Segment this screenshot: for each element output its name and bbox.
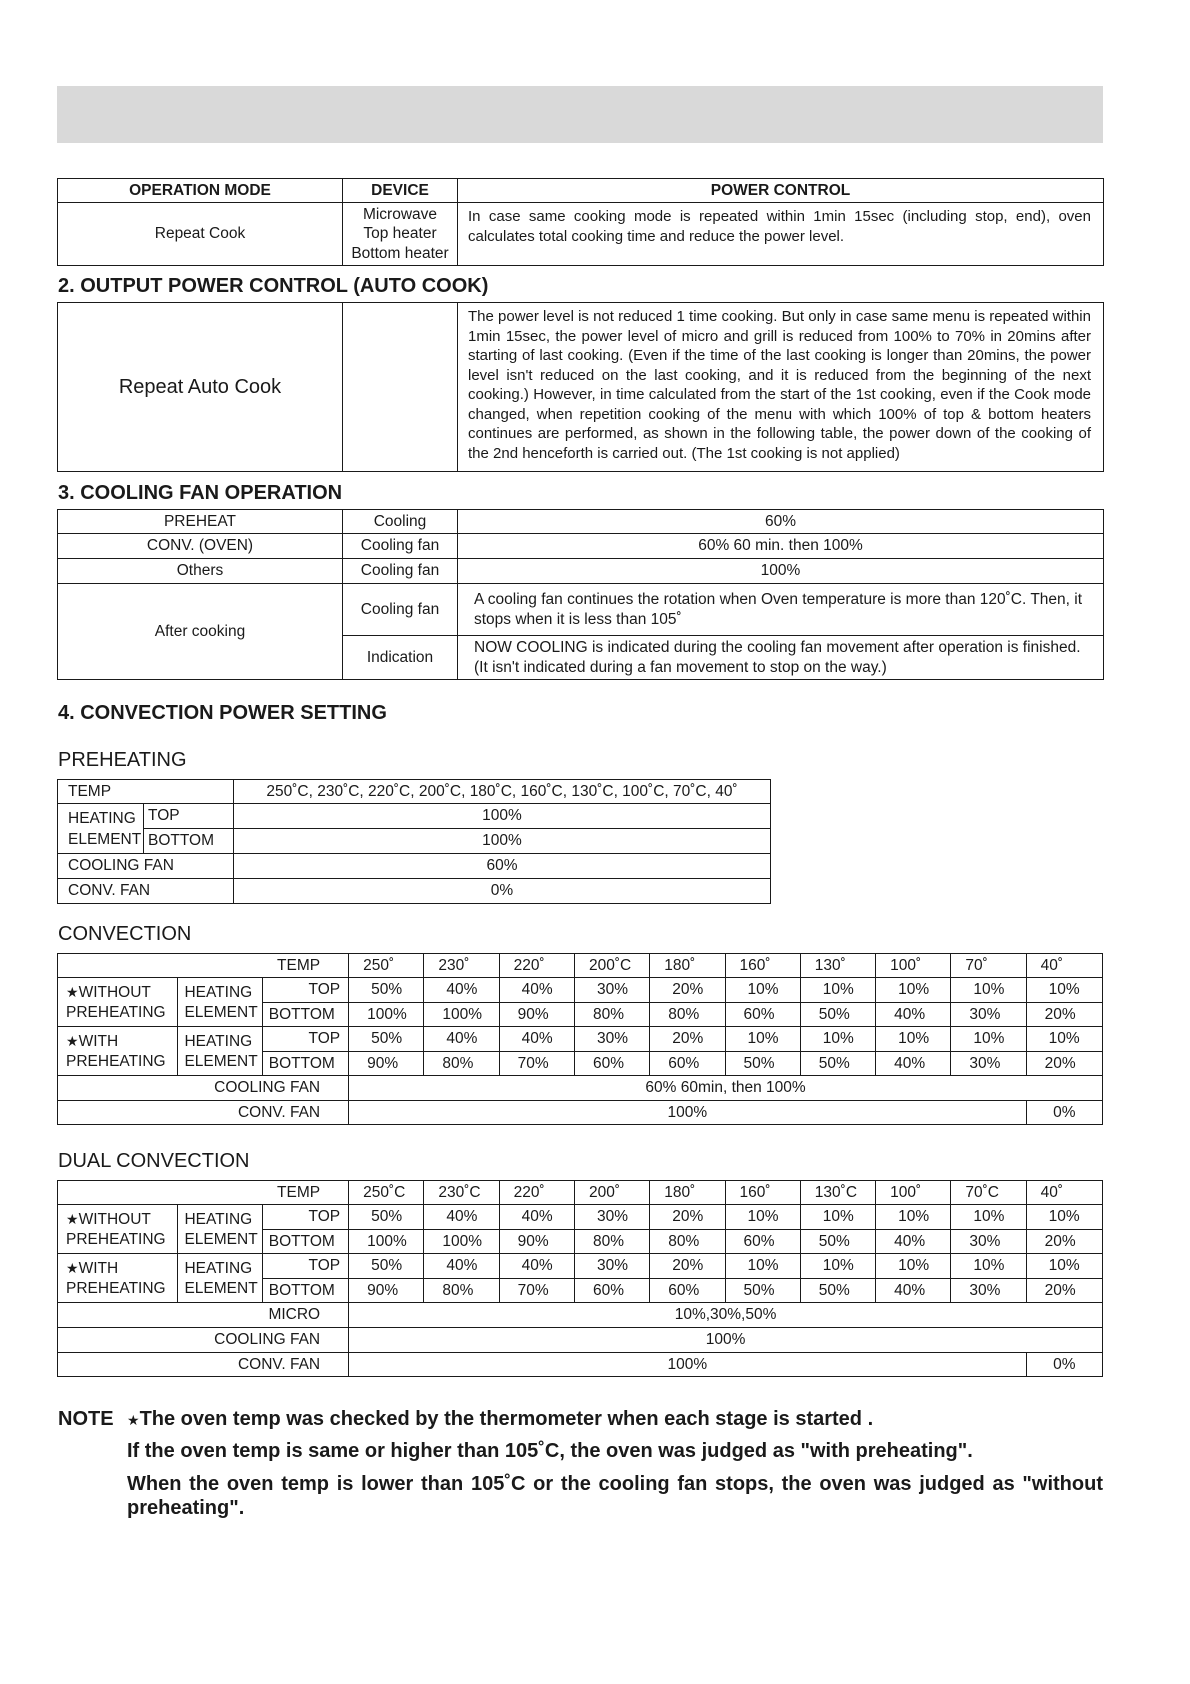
preheating-table bbox=[57, 779, 771, 904]
top-label: TOP bbox=[262, 1205, 348, 1230]
top-value: 10% bbox=[725, 1254, 800, 1279]
top-label: TOP bbox=[262, 978, 348, 1003]
bottom-value: 50% bbox=[800, 1003, 875, 1027]
repeat-cook-table bbox=[57, 178, 1104, 266]
top-value: 40% bbox=[424, 1254, 499, 1279]
heating-label: HEATING bbox=[184, 984, 253, 1001]
preheating-group-label bbox=[58, 1205, 178, 1254]
temp-header: 180˚ bbox=[650, 954, 725, 978]
conv-fan-last: 0% bbox=[1026, 1101, 1102, 1125]
temp-header: 250˚C bbox=[349, 1181, 424, 1205]
top-value: 40% bbox=[499, 978, 574, 1003]
top-value: 10% bbox=[800, 1205, 875, 1230]
section-2-title: 2. OUTPUT POWER CONTROL (AUTO COOK) bbox=[58, 275, 489, 297]
dual-convection-table bbox=[57, 1180, 1103, 1377]
cooling-device: Cooling bbox=[343, 510, 458, 534]
top-value: 10% bbox=[951, 1205, 1026, 1230]
bottom-value: 60% bbox=[725, 1003, 800, 1027]
top-label: TOP bbox=[262, 1027, 348, 1052]
bottom-value: 30% bbox=[951, 1279, 1026, 1303]
element-label: ELEMENT bbox=[68, 830, 142, 848]
heating-label: HEATING bbox=[68, 809, 136, 827]
preheat-bottom-label: BOTTOM bbox=[144, 829, 234, 854]
cooling-control: 100% bbox=[458, 559, 1104, 584]
cooling-fan-value: 100% bbox=[349, 1328, 1103, 1353]
temp-header: 180˚ bbox=[650, 1181, 725, 1205]
temp-header: 200˚ bbox=[574, 1181, 649, 1205]
top-value: 10% bbox=[725, 978, 800, 1003]
preheat-cooling-value: 60% bbox=[234, 854, 771, 879]
note-line-1-text: The oven temp was checked by the thermometer when each stage is started . bbox=[139, 1408, 874, 1430]
bottom-value: 50% bbox=[800, 1279, 875, 1303]
top-value: 10% bbox=[800, 1254, 875, 1279]
cooling-fan-label: COOLING FAN bbox=[58, 1328, 349, 1353]
heating-element-label bbox=[178, 1027, 262, 1076]
bottom-value: 50% bbox=[800, 1230, 875, 1254]
device-bottom-heater: Bottom heater bbox=[351, 244, 449, 262]
after-cooking-mode: After cooking bbox=[58, 584, 343, 680]
bottom-value: 20% bbox=[1026, 1279, 1102, 1303]
micro-label: MICRO bbox=[58, 1303, 349, 1328]
bottom-value: 90% bbox=[499, 1230, 574, 1254]
top-value: 30% bbox=[574, 1027, 649, 1052]
top-value: 10% bbox=[725, 1205, 800, 1230]
bottom-value: 90% bbox=[349, 1279, 424, 1303]
header-banner bbox=[57, 86, 1103, 143]
table-row bbox=[58, 584, 1104, 636]
temp-header: 160˚ bbox=[725, 954, 800, 978]
top-value: 50% bbox=[349, 978, 424, 1003]
top-value: 10% bbox=[876, 978, 951, 1003]
bottom-value: 70% bbox=[499, 1052, 574, 1076]
cooling-device: Cooling fan bbox=[343, 534, 458, 559]
element-label: ELEMENT bbox=[184, 1004, 258, 1021]
bottom-value: 60% bbox=[650, 1279, 725, 1303]
bottom-value: 80% bbox=[424, 1052, 499, 1076]
auto-cook-table bbox=[57, 302, 1104, 472]
conv-fan-value: 100% bbox=[349, 1353, 1027, 1377]
top-value: 20% bbox=[650, 1254, 725, 1279]
preheat-cooling-label: COOLING FAN bbox=[58, 854, 234, 879]
element-label: ELEMENT bbox=[184, 1280, 258, 1297]
top-value: 10% bbox=[876, 1254, 951, 1279]
bottom-value: 30% bbox=[951, 1052, 1026, 1076]
group-label-1: WITHOUT bbox=[78, 984, 151, 1001]
table-row bbox=[58, 510, 1104, 534]
temp-header: 250˚ bbox=[349, 954, 424, 978]
heating-label: HEATING bbox=[184, 1211, 253, 1228]
preheat-temps: 250˚C, 230˚C, 220˚C, 200˚C, 180˚C, 160˚C, 130˚C, 100˚C, 70˚C, 40˚ bbox=[234, 780, 771, 804]
preheating-group-label bbox=[58, 1027, 178, 1076]
bottom-value: 30% bbox=[951, 1003, 1026, 1027]
heating-element-label bbox=[178, 1254, 262, 1303]
top-value: 30% bbox=[574, 1254, 649, 1279]
element-label: ELEMENT bbox=[184, 1231, 258, 1248]
temp-label: TEMP bbox=[58, 1181, 349, 1205]
conv-fan-last: 0% bbox=[1026, 1353, 1102, 1377]
bottom-value: 100% bbox=[349, 1003, 424, 1027]
top-value: 30% bbox=[574, 978, 649, 1003]
top-value: 40% bbox=[499, 1027, 574, 1052]
top-value: 40% bbox=[499, 1254, 574, 1279]
group-label-2: PREHEATING bbox=[66, 1231, 166, 1248]
temp-header: 220˚ bbox=[499, 1181, 574, 1205]
top-value: 40% bbox=[424, 978, 499, 1003]
top-label: TOP bbox=[262, 1254, 348, 1279]
col-header-device: DEVICE bbox=[343, 179, 458, 203]
temp-header: 40˚ bbox=[1026, 1181, 1102, 1205]
section-3-title: 3. COOLING FAN OPERATION bbox=[58, 482, 343, 504]
cooling-fan-value: 60% 60min, then 100% bbox=[349, 1076, 1103, 1101]
after-cooking-device-fan: Cooling fan bbox=[343, 584, 458, 636]
top-value: 10% bbox=[1026, 978, 1102, 1003]
group-label-2: PREHEATING bbox=[66, 1004, 166, 1021]
micro-value: 10%,30%,50% bbox=[349, 1303, 1103, 1328]
bottom-value: 80% bbox=[650, 1230, 725, 1254]
top-value: 40% bbox=[499, 1205, 574, 1230]
temp-header: 100˚ bbox=[876, 954, 951, 978]
bottom-label: BOTTOM bbox=[262, 1052, 348, 1076]
temp-header: 70˚ bbox=[951, 954, 1026, 978]
conv-fan-label: CONV. FAN bbox=[58, 1101, 349, 1125]
device-top-heater: Top heater bbox=[363, 225, 437, 243]
after-cooking-device-indication: Indication bbox=[343, 636, 458, 680]
preheat-conv-value: 0% bbox=[234, 879, 771, 904]
note-line-3: When the oven temp is lower than 105˚C or the cooling fan stops, the oven was judged as "without preheating". bbox=[127, 1473, 1103, 1519]
bottom-value: 40% bbox=[876, 1230, 951, 1254]
bottom-value: 20% bbox=[1026, 1230, 1102, 1254]
bottom-value: 100% bbox=[424, 1230, 499, 1254]
bottom-value: 40% bbox=[876, 1003, 951, 1027]
dual-convection-title: DUAL CONVECTION bbox=[58, 1150, 250, 1172]
preheat-temp-label: TEMP bbox=[58, 780, 234, 804]
preheat-bottom-value: 100% bbox=[234, 829, 771, 854]
bottom-value: 30% bbox=[951, 1230, 1026, 1254]
preheating-group-label bbox=[58, 1254, 178, 1303]
convection-title: CONVECTION bbox=[58, 923, 192, 945]
temp-header: 130˚C bbox=[800, 1181, 875, 1205]
bottom-value: 50% bbox=[725, 1279, 800, 1303]
after-cooking-fan-text: A cooling fan continues the rotation when Oven temperature is more than 120˚C. Then, it stops when it is less than 105˚ bbox=[458, 584, 1104, 636]
bottom-value: 80% bbox=[574, 1230, 649, 1254]
cooling-device: Cooling fan bbox=[343, 559, 458, 584]
top-value: 20% bbox=[650, 1205, 725, 1230]
note-label: NOTE bbox=[58, 1408, 114, 1430]
repeat-cook-mode: Repeat Cook bbox=[58, 203, 343, 266]
temp-header: 100˚ bbox=[876, 1181, 951, 1205]
bottom-value: 50% bbox=[725, 1052, 800, 1076]
preheat-conv-label: CONV. FAN bbox=[58, 879, 234, 904]
auto-cook-description: The power level is not reduced 1 time cooking. But only in case same menu is repeated within 1min 15sec, the power level of micro and grill is reduced from 100% to 70% in 20mins after starting of last cooking. (Even if the time of the last cooking is longer than 20mins, the power level isn't reduced on the last cooking, and it is reduced from the beginning of the next cooking.) However, in time calculated from the start of the 1st cooking, even if the Cook mode changed, when repetition cooking of the menu with which 100% of top & bottom heaters continues are performed, as shown in the following table, the power down of the cooking of the 2nd henceforth is carried out. (The 1st cooking is not applied) bbox=[458, 303, 1104, 472]
bottom-label: BOTTOM bbox=[262, 1279, 348, 1303]
temp-label: TEMP bbox=[58, 954, 349, 978]
element-label: ELEMENT bbox=[184, 1053, 258, 1070]
top-value: 30% bbox=[574, 1205, 649, 1230]
bottom-label: BOTTOM bbox=[262, 1003, 348, 1027]
convection-table bbox=[57, 953, 1103, 1125]
cooling-control: 60% bbox=[458, 510, 1104, 534]
preheating-title: PREHEATING bbox=[58, 749, 187, 771]
bottom-value: 80% bbox=[650, 1003, 725, 1027]
repeat-cook-devices bbox=[343, 203, 458, 266]
top-value: 10% bbox=[1026, 1027, 1102, 1052]
cooling-fan-table bbox=[57, 509, 1104, 680]
group-label-1: WITH bbox=[78, 1033, 119, 1050]
col-header-operation-mode: OPERATION MODE bbox=[58, 179, 343, 203]
temp-header: 130˚ bbox=[800, 954, 875, 978]
after-cooking-indication-text: NOW COOLING is indicated during the cooling fan movement after operation is finished. (It isn't indicated during a fan movement to stop on the way.) bbox=[458, 636, 1104, 680]
cooling-mode: CONV. (OVEN) bbox=[58, 534, 343, 559]
cooling-control: 60% 60 min. then 100% bbox=[458, 534, 1104, 559]
bottom-value: 70% bbox=[499, 1279, 574, 1303]
temp-header: 230˚C bbox=[424, 1181, 499, 1205]
preheat-top-value: 100% bbox=[234, 804, 771, 829]
bottom-value: 100% bbox=[424, 1003, 499, 1027]
temp-header: 70˚C bbox=[951, 1181, 1026, 1205]
section-4-title: 4. CONVECTION POWER SETTING bbox=[58, 702, 387, 724]
top-value: 10% bbox=[1026, 1254, 1102, 1279]
bottom-value: 20% bbox=[1026, 1003, 1102, 1027]
top-value: 10% bbox=[876, 1027, 951, 1052]
top-value: 10% bbox=[725, 1027, 800, 1052]
cooling-mode: PREHEAT bbox=[58, 510, 343, 534]
group-label-1: WITHOUT bbox=[78, 1211, 151, 1228]
temp-header: 230˚ bbox=[424, 954, 499, 978]
top-value: 40% bbox=[424, 1205, 499, 1230]
cooling-mode: Others bbox=[58, 559, 343, 584]
bottom-value: 90% bbox=[499, 1003, 574, 1027]
conv-fan-label: CONV. FAN bbox=[58, 1353, 349, 1377]
top-value: 10% bbox=[800, 1027, 875, 1052]
conv-fan-value: 100% bbox=[349, 1101, 1027, 1125]
top-value: 10% bbox=[1026, 1205, 1102, 1230]
bottom-label: BOTTOM bbox=[262, 1230, 348, 1254]
temp-header: 160˚ bbox=[725, 1181, 800, 1205]
bottom-value: 60% bbox=[725, 1230, 800, 1254]
bottom-value: 60% bbox=[574, 1052, 649, 1076]
group-label-2: PREHEATING bbox=[66, 1280, 166, 1297]
heating-label: HEATING bbox=[184, 1033, 253, 1050]
device-microwave: Microwave bbox=[362, 205, 438, 223]
note-line-1 bbox=[127, 1408, 873, 1431]
bottom-value: 90% bbox=[349, 1052, 424, 1076]
top-value: 10% bbox=[876, 1205, 951, 1230]
table-row bbox=[58, 559, 1104, 584]
repeat-cook-power-control: In case same cooking mode is repeated within 1min 15sec (including stop, end), oven calculates total cooking time and reduce the power level. bbox=[458, 203, 1104, 266]
temp-header: 200˚C bbox=[574, 954, 649, 978]
bottom-value: 80% bbox=[424, 1279, 499, 1303]
repeat-auto-cook-mode: Repeat Auto Cook bbox=[58, 303, 343, 472]
preheating-group-label bbox=[58, 978, 178, 1027]
heating-element-label bbox=[178, 978, 262, 1027]
bottom-value: 60% bbox=[650, 1052, 725, 1076]
cooling-fan-label: COOLING FAN bbox=[58, 1076, 349, 1101]
top-value: 50% bbox=[349, 1027, 424, 1052]
preheat-top-label: TOP bbox=[144, 804, 234, 829]
group-label-1: WITH bbox=[78, 1260, 119, 1277]
top-value: 10% bbox=[951, 978, 1026, 1003]
top-value: 10% bbox=[800, 978, 875, 1003]
table-row bbox=[58, 534, 1104, 559]
top-value: 20% bbox=[650, 1027, 725, 1052]
temp-header: 40˚ bbox=[1026, 954, 1102, 978]
heating-element-label bbox=[178, 1205, 262, 1254]
top-value: 10% bbox=[951, 1254, 1026, 1279]
auto-cook-device bbox=[343, 303, 458, 472]
preheat-heating-element bbox=[58, 804, 144, 854]
note-line-2: If the oven temp is same or higher than 105˚C, the oven was judged as "with preheating". bbox=[127, 1440, 973, 1462]
heating-label: HEATING bbox=[184, 1260, 253, 1277]
col-header-power-control: POWER CONTROL bbox=[458, 179, 1104, 203]
group-label-2: PREHEATING bbox=[66, 1053, 166, 1070]
bottom-value: 100% bbox=[349, 1230, 424, 1254]
bottom-value: 40% bbox=[876, 1279, 951, 1303]
bottom-value: 20% bbox=[1026, 1052, 1102, 1076]
top-value: 50% bbox=[349, 1254, 424, 1279]
bottom-value: 40% bbox=[876, 1052, 951, 1076]
bottom-value: 60% bbox=[574, 1279, 649, 1303]
top-value: 10% bbox=[951, 1027, 1026, 1052]
top-value: 20% bbox=[650, 978, 725, 1003]
temp-header: 220˚ bbox=[499, 954, 574, 978]
top-value: 40% bbox=[424, 1027, 499, 1052]
bottom-value: 80% bbox=[574, 1003, 649, 1027]
bottom-value: 50% bbox=[800, 1052, 875, 1076]
top-value: 50% bbox=[349, 1205, 424, 1230]
